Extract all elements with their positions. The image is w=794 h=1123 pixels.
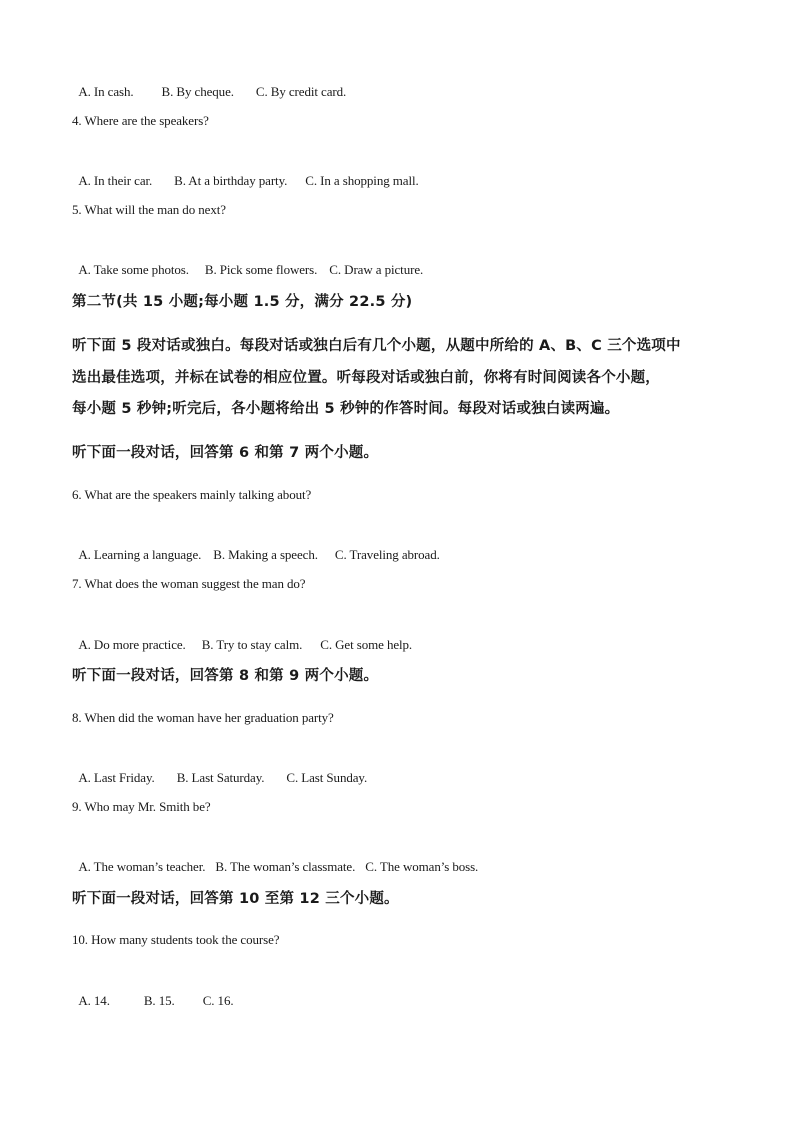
q3-option-b: B. By cheque. — [161, 84, 234, 99]
q4-question: 4. Where are the speakers? — [72, 113, 209, 128]
group-heading-8-9: 听下面一段对话，回答第 8 和第 9 两个小题。 — [72, 668, 379, 684]
q10-options — [72, 977, 234, 1009]
q6-option-b: B. Making a speech. — [213, 547, 318, 562]
q6-option-c: C. Traveling abroad. — [334, 547, 440, 562]
section-instructions-line-1: 听下面 5 段对话或独白。每段对话或独白后有几个小题，从题中所给的 A、B、C 三个选项中 — [72, 338, 681, 354]
q3-option-c: C. By credit card. — [255, 84, 347, 99]
q10-option-c: C. 16. — [202, 993, 234, 1008]
section-heading: 第二节(共 15 小题;每小题 1.5 分，满分 22.5 分) — [72, 294, 413, 310]
q3-option-a: A. In cash. — [78, 84, 134, 99]
section-instructions-line-2: 选出最佳选项，并标在试卷的相应位置。听每段对话或独白前，你将有时间阅读各个小题， — [72, 370, 660, 386]
q7-option-a: A. Do more practice. — [78, 637, 186, 652]
q7-options — [72, 621, 412, 653]
q4-option-c: C. In a shopping mall. — [305, 173, 419, 188]
group-heading-10-12: 听下面一段对话，回答第 10 至第 12 三个小题。 — [72, 891, 399, 907]
q10-option-a: A. 14. — [78, 993, 110, 1008]
q9-option-a: A. The woman’s teacher. — [78, 859, 206, 874]
q8-option-c: C. Last Sunday. — [286, 770, 368, 785]
q10-option-b: B. 15. — [143, 993, 175, 1008]
q4-options — [72, 157, 419, 189]
q5-option-a: A. Take some photos. — [78, 262, 189, 277]
q7-option-c: C. Get some help. — [320, 637, 413, 652]
q3-options — [72, 68, 346, 100]
q9-option-c: C. The woman’s boss. — [365, 859, 479, 874]
q8-options — [72, 754, 367, 786]
section-instructions-line-3: 每小题 5 秒钟;听完后，各小题将给出 5 秒钟的作答时间。每段对话或独白读两遍。 — [72, 401, 620, 417]
q8-option-a: A. Last Friday. — [78, 770, 155, 785]
q8-option-b: B. Last Saturday. — [176, 770, 265, 785]
group-heading-6-7: 听下面一段对话，回答第 6 和第 7 两个小题。 — [72, 445, 379, 461]
q6-option-a: A. Learning a language. — [78, 547, 202, 562]
q10-question: 10. How many students took the course? — [72, 932, 280, 947]
q5-option-c: C. Draw a picture. — [329, 262, 424, 277]
q4-option-b: B. At a birthday party. — [174, 173, 288, 188]
q5-options — [72, 246, 423, 278]
q9-option-b: B. The woman’s classmate. — [215, 859, 356, 874]
q9-question: 9. Who may Mr. Smith be? — [72, 799, 211, 814]
q6-options — [72, 531, 440, 563]
q8-question: 8. When did the woman have her graduation party? — [72, 710, 334, 725]
q7-option-b: B. Try to stay calm. — [201, 637, 303, 652]
q5-question: 5. What will the man do next? — [72, 202, 226, 217]
q4-option-a: A. In their car. — [78, 173, 153, 188]
q5-option-b: B. Pick some flowers. — [204, 262, 318, 277]
q9-options — [72, 843, 478, 875]
q6-question: 6. What are the speakers mainly talking about? — [72, 487, 312, 502]
q7-question: 7. What does the woman suggest the man do? — [72, 576, 306, 591]
